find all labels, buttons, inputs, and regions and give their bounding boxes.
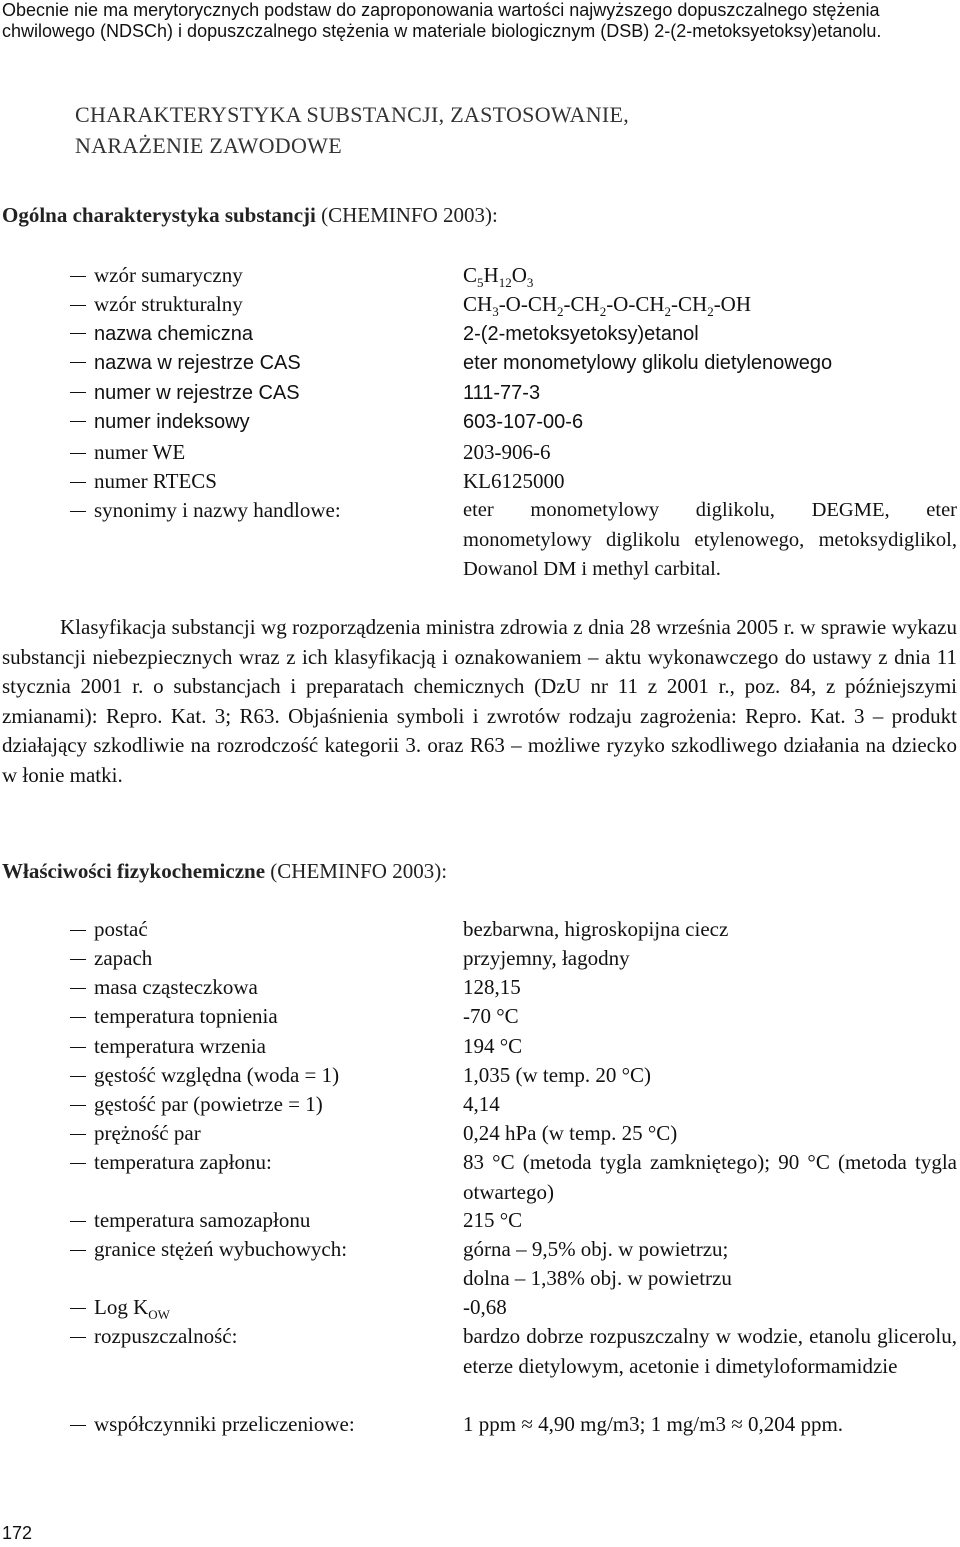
property-label: rozpuszczalność: [94, 1324, 238, 1348]
property-label: zapach [94, 946, 153, 970]
property-label: Log K [94, 1295, 149, 1319]
classification-paragraph: Klasyfikacja substancji wg rozporządzenia ministra zdrowia z dnia 28 września 2005 r. w sprawie wykazu substancji niebezpiecznych wraz z ich klasyfikacją i oznakowaniem – aktu wykonawczego do ustawy z dnia 11 stycznia 2001 r. o substancjach i preparatach chemicznych (DzU nr 11 z 2001 r., poz. 84, z późniejszymi zmianami): Repro. Kat. 3; R63. Objaśnienia symboli i zwrotów rodzaju zagrożenia: Repro. Kat. 3 – produkt działający szkodliwie na rozrodczość kategorii 3. oraz R63 – możliwe ryzyko szkodliwego działania na dziecko w łonie matki. [2, 615, 957, 787]
page-number: 172 [2, 1523, 33, 1543]
property-label: współczynniki przeliczeniowe: [94, 1412, 355, 1436]
structural-formula: $CH_3-O-CH_2-CH_2-O-CH_2-CH_2-OH$ [463, 292, 752, 320]
property-label: temperatura topnienia [94, 1004, 278, 1028]
physchem-heading [2, 857, 447, 885]
property-label: numer w rejestrze CAS [94, 382, 300, 404]
property-label: granice stężeń wybuchowych: [94, 1237, 348, 1261]
property-label: nazwa w rejestrze CAS [94, 352, 301, 374]
section-heading-line1: CHARAKTERYSTYKA SUBSTANCJI, ZASTOSOWANIE, [75, 102, 630, 127]
property-value: 603-107-00-6 [463, 411, 584, 433]
property-label: synonimy i nazwy handlowe: [94, 498, 341, 522]
property-value: 83 °C (metoda tygla zamkniętego); 90 °C (metoda tygla otwartego) [463, 1150, 957, 1204]
property-value: -70 °C [463, 1004, 519, 1028]
physchem-heading-source: (CHEMINFO 2003): [265, 859, 448, 883]
property-value: 0,24 hPa (w temp. 25 °C) [463, 1121, 678, 1145]
property-label: wzór sumaryczny [94, 263, 243, 287]
property-value: 128,15 [463, 975, 521, 999]
property-label: numer WE [94, 440, 186, 464]
property-value: KL6125000 [463, 469, 565, 493]
property-value: 1,035 (w temp. 20 °C) [463, 1063, 652, 1087]
property-label: numer RTECS [94, 469, 217, 493]
property-label: gęstość par (powietrze = 1) [94, 1092, 323, 1116]
property-label: wzór strukturalny [94, 292, 243, 316]
property-label: masa cząsteczkowa [94, 975, 258, 999]
property-value: 1 ppm ≈ 4,90 mg/m3; 1 mg/m3 ≈ 0,204 ppm. [463, 1412, 844, 1436]
section-heading [75, 99, 835, 161]
property-value: 111-77-3 [463, 382, 541, 404]
property-value: eter monometylowy diglikolu, DEGME, eter monometylowy diglikolu etylenowego, metoksydiglikol, Dowanol DM i methyl carbital. [463, 499, 957, 580]
property-label: temperatura samozapłonu [94, 1208, 311, 1232]
property-value: 203-906-6 [463, 440, 551, 464]
property-value: 215 °C [463, 1208, 523, 1232]
intro-paragraph: Obecnie nie ma merytorycznych podstaw do zaproponowania wartości najwyższego dopuszczalnego stężenia chwilowego (NDSCh) i dopuszczalnego stężenia w materiale biologicznym (DSB) 2-(2-metoksyetoksy)etanolu. [2, 0, 882, 41]
property-value: 2-(2-metoksyetoksy)etanol [463, 323, 699, 345]
property-value: bardzo dobrze rozpuszczalny w wodzie, etanolu glicerolu, eterze dietylowym, acetonie i dimetyloformamidzie [463, 1324, 957, 1378]
property-value: 4,14 [463, 1092, 500, 1116]
property-value: bezbarwna, higroskopijna ciecz [463, 917, 729, 941]
physchem-heading-bold: Właściwości fizykochemiczne [2, 859, 266, 883]
general-heading [2, 201, 498, 229]
property-label: temperatura zapłonu: [94, 1150, 272, 1174]
property-value: 194 °C [463, 1034, 523, 1058]
property-value: -0,68 [463, 1295, 507, 1319]
general-heading-bold: Ogólna charakterystyka substancji [2, 203, 316, 227]
property-label: postać [94, 917, 148, 941]
property-label: prężność par [94, 1121, 201, 1145]
property-label: gęstość względna (woda = 1) [94, 1063, 340, 1087]
molecular-formula: $C_5H_{12}O_3$ [463, 263, 534, 291]
property-value: eter monometylowy glikolu dietylenowego [463, 352, 833, 374]
property-value: przyjemny, łagodny [463, 946, 630, 970]
section-heading-line2: NARAŻENIE ZAWODOWE [75, 133, 342, 158]
property-value: dolna – 1,38% obj. w powietrzu [463, 1266, 732, 1290]
logk-subscript: OW [148, 1307, 170, 1323]
general-heading-source: (CHEMINFO 2003): [315, 203, 498, 227]
property-label: nazwa chemiczna [94, 323, 253, 345]
property-label: temperatura wrzenia [94, 1034, 266, 1058]
property-label: numer indeksowy [94, 411, 250, 433]
property-value: górna – 9,5% obj. w powietrzu; [463, 1237, 729, 1261]
